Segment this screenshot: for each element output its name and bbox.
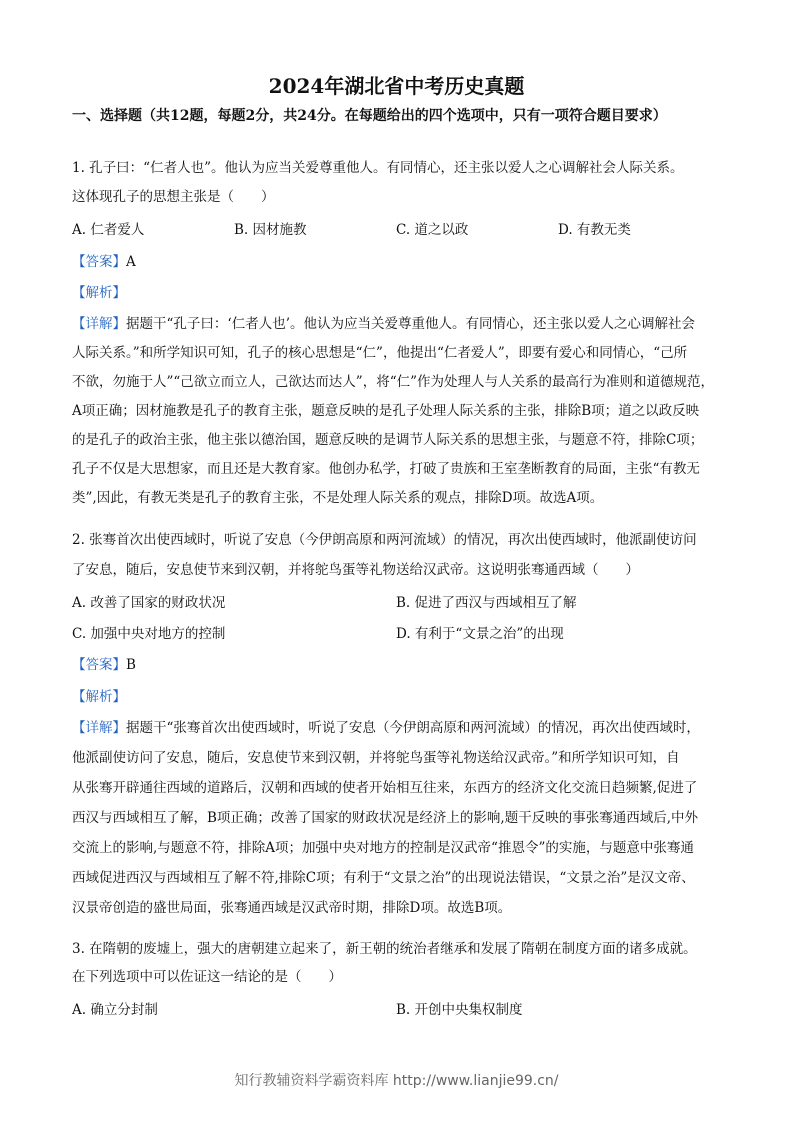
q2-detail-line-7: 汉景帝创造的盛世局面，张骞通西域是汉武帝时期，排除D项。故选B项。 [72, 900, 512, 916]
q2-detail-line-3: 从张骞开辟通往西域的道路后，汉朝和西域的使者开始相互往来，东西方的经济文化交流日趋频繁,促进了 [72, 780, 698, 796]
q2-option-a: A. 改善了国家的财政状况 [72, 595, 226, 611]
q3-option-a: A. 确立分封制 [72, 1002, 158, 1018]
q1-detail-line-5: 的是孔子的政治主张，他主张以德治国，题意反映的是调节人际关系的思想主张，与题意不符，排除C项； [72, 432, 704, 448]
q1-option-b: B. 因材施教 [234, 222, 307, 238]
q2-stem-line-2: 了安息，随后，安息使节来到汉朝，并将鸵鸟蛋等礼物送给汉武帝。这说明张骞通西域（ ） [72, 562, 639, 578]
document-title: 2024年湖北省中考历史真题 [268, 74, 525, 98]
q1-detail-line-4: A项正确；因材施教是孔子的教育主张，题意反映的是孔子处理人际关系的主张，排除B项；道之以政反映 [72, 403, 700, 419]
q2-analysis-tag: 【解析】 [72, 689, 126, 705]
q2-answer [72, 654, 136, 676]
q2-option-d: D. 有利于“文景之治”的出现 [396, 626, 564, 642]
q1-stem-line-2: 这体现孔子的思想主张是（ ） [72, 189, 275, 205]
q2-detail-line-6: 西域促进西汉与西域相互了解不符,排除C项；有利于“文景之治”的出现说法错误，“文景之治”是汉文帝、 [72, 870, 695, 886]
q2-answer-value: B [126, 657, 136, 673]
q1-analysis-tag: 【解析】 [72, 285, 126, 301]
q2-detail-line-5: 交流上的影响,与题意不符，排除A项；加强中央对地方的控制是汉武帝“推恩令”的实施，与题意中张骞通 [72, 840, 694, 856]
q3-option-b: B. 开创中央集权制度 [396, 1002, 523, 1018]
q1-option-d: D. 有教无类 [558, 222, 631, 238]
q1-detail-line-7: 类”,因此，有教无类是孔子的教育主张，不是处理人际关系的观点，排除D项。故选A项。 [72, 490, 604, 506]
q1-detail-line-1: 【详解】据题干“孔子曰：‘仁者人也’。他认为应当关爱尊重他人。有同情心，还主张以爱人之心调解社会 [72, 316, 695, 332]
q2-answer-tag: 【答案】 [72, 657, 126, 673]
footer-watermark: 知行教辅资料学霸资料库 http://www.lianjie99.cn/ [234, 1073, 559, 1089]
q1-detail-line-3: 不欲，勿施于人”“己欲立而立人，己欲达而达人”，将“仁”作为处理人与人关系的最高行为准则和道德规范， [72, 374, 715, 390]
section-heading: 一、选择题（共12题，每题2分，共24分。在每题给出的四个选项中，只有一项符合题目要求） [72, 108, 667, 124]
q1-option-a: A. 仁者爱人 [72, 222, 145, 238]
q1-detail-line-2: 人际关系。”和所学知识可知，孔子的核心思想是“仁”，他提出“仁者爱人”，即要有爱心和同情心，“己所 [72, 345, 688, 361]
q1-answer-value: A [126, 254, 136, 270]
q1-option-c: C. 道之以政 [396, 222, 469, 238]
q3-stem-line-2: 在下列选项中可以佐证这一结论的是（ ） [72, 969, 342, 985]
q1-answer-tag: 【答案】 [72, 254, 126, 270]
q2-option-b: B. 促进了西汉与西域相互了解 [396, 595, 577, 611]
q1-detail-line-6: 孔子不仅是大思想家，而且还是大教育家。他创办私学，打破了贵族和王室垄断教育的局面，主张“有教无 [72, 461, 700, 477]
q2-stem-line-1: 2. 张骞首次出使西域时，听说了安息（今伊朗高原和两河流域）的情况，再次出使西域时，他派副使访问 [72, 532, 697, 548]
q2-detail-line-1: 【详解】据题干“张骞首次出使西域时，听说了安息（今伊朗高原和两河流域）的情况，再次出使西域时， [72, 720, 700, 736]
q2-detail-tag: 【详解】 [72, 720, 126, 736]
q1-detail-tag: 【详解】 [72, 316, 126, 332]
q1-answer [72, 251, 136, 273]
q1-stem-line-1: 1. 孔子曰：“仁者人也”。他认为应当关爱尊重他人。有同情心，还主张以爱人之心调解社会人际关系。 [72, 160, 684, 176]
q3-stem-line-1: 3. 在隋朝的废墟上，强大的唐朝建立起来了，新王朝的统治者继承和发展了隋朝在制度方面的诸多成就。 [72, 941, 697, 957]
q2-option-c: C. 加强中央对地方的控制 [72, 626, 226, 642]
q2-detail-line-2: 他派副使访问了安息，随后，安息使节来到汉朝，并将鸵鸟蛋等礼物送给汉武帝。”和所学知识可知，自 [72, 750, 680, 766]
q2-detail-line-4: 西汉与西域相互了解，B项正确；改善了国家的财政状况是经济上的影响,题干反映的事张骞通西域后,中外 [72, 810, 699, 826]
